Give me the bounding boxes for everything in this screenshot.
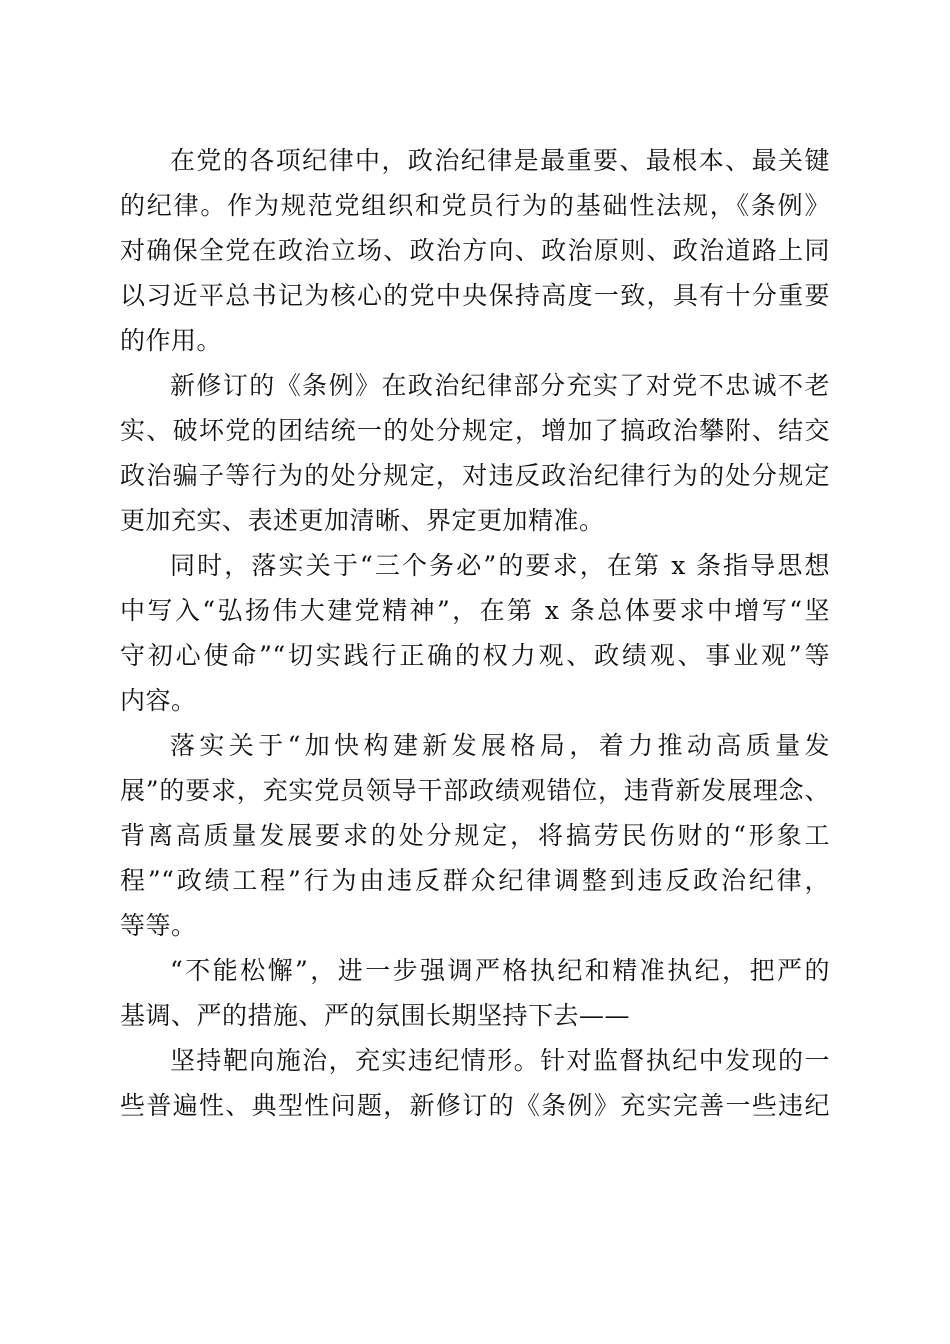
paragraph-line: 守初心使命”“切实践行正确的权力观、政绩观、事业观”等 — [120, 641, 830, 670]
paragraph-line: 新修订的《条例》在政治纪律部分充实了对党不忠诚不老 — [170, 371, 830, 400]
paragraph-line: 政治骗子等行为的处分规定，对违反政治纪律行为的处分规定 — [120, 461, 830, 490]
paragraph-line: 更加充实、表述更加清晰、界定更加精准。 — [120, 506, 605, 535]
paragraph-line: 内容。 — [120, 686, 197, 715]
paragraph-line: 以习近平总书记为核心的党中央保持高度一致，具有十分重要 — [120, 281, 830, 310]
paragraph-line: 坚持靶向施治，充实违纪情形。针对监督执纪中发现的一 — [170, 1046, 830, 1075]
paragraph-line: 背离高质量发展要求的处分规定，将搞劳民伤财的“形象工 — [120, 821, 830, 850]
paragraph-4 — [120, 723, 830, 948]
paragraph-line: 实、破坏党的团结统一的处分规定，增加了搞政治攀附、结交 — [120, 416, 830, 445]
paragraph-line: “不能松懈”，进一步强调严格执纪和精准执纪，把严的 — [170, 956, 830, 985]
paragraph-line: 展”的要求，充实党员领导干部政绩观错位，违背新发展理念、 — [120, 776, 830, 805]
paragraph-2 — [120, 363, 830, 543]
paragraph-line: 同时，落实关于“三个务必”的要求，在第 x 条指导思想 — [170, 551, 830, 580]
paragraph-line: 基调、严的措施、严的氛围长期坚持下去—— — [120, 1001, 631, 1030]
paragraph-line: 落实关于“加快构建新发展格局，着力推动高质量发 — [170, 731, 830, 760]
paragraph-1 — [120, 138, 830, 363]
paragraph-line: 些普遍性、典型性问题，新修订的《条例》充实完善一些违纪 — [120, 1091, 830, 1120]
paragraph-line: 的纪律。作为规范党组织和党员行为的基础性法规，《条例》 — [120, 191, 830, 220]
paragraph-line: 对确保全党在政治立场、政治方向、政治原则、政治道路上同 — [120, 236, 830, 265]
paragraph-3 — [120, 543, 830, 723]
paragraph-line: 中写入“弘扬伟大建党精神”，在第 x 条总体要求中增写“坚 — [120, 596, 830, 625]
paragraph-line: 在党的各项纪律中，政治纪律是最重要、最根本、最关键 — [170, 146, 830, 175]
paragraph-line: 等等。 — [120, 911, 197, 940]
paragraph-line: 程”“政绩工程”行为由违反群众纪律调整到违反政治纪律， — [120, 866, 830, 895]
document-body — [120, 138, 830, 1128]
paragraph-6 — [120, 1038, 830, 1128]
paragraph-5 — [120, 948, 830, 1038]
paragraph-line: 的作用。 — [120, 326, 223, 355]
